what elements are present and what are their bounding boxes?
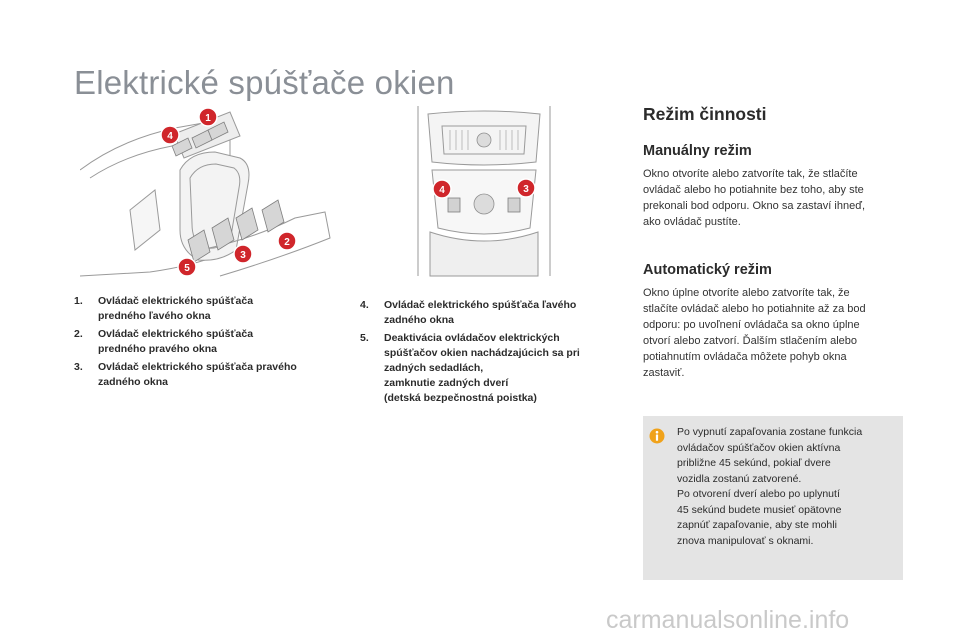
info-text: Po vypnutí zapaľovania zostane funkcia ovládačov spúšťačov okien aktívna približne 45 sekúnd, pokiaľ dvere vozidla zostanú zatvorené. Po otvorení dverí alebo po uplynutí 45 sekúnd budete musieť opätovne zapnúť zapaľovanie, aby ste mohli znova manipulovať s oknami. [677,426,863,547]
callout-4-rear [433,180,451,198]
legend-middle [360,298,622,409]
rear-console-illustration [360,100,605,280]
svg-text:4: 4 [167,131,173,142]
callout-3-rear [517,179,535,197]
svg-text:4: 4 [439,185,445,196]
legend-item [360,331,622,406]
info-box [643,416,903,580]
legend-text: Ovládač elektrického spúšťača predného pravého okna [98,328,254,355]
svg-text:3: 3 [240,250,246,261]
legend-left [74,294,344,393]
watermark: carmanualsonline.info [606,606,850,634]
svg-text:5: 5 [184,263,190,274]
info-icon [649,428,665,444]
legend-number: 5. [360,332,369,344]
legend-item [74,327,344,357]
door-switches-illustration [80,100,340,280]
callout-1 [199,108,217,126]
section-title: Režim činnosti [643,104,767,124]
legend-text: Ovládač elektrického spúšťača pravého zadného okna [98,361,297,388]
legend-number: 3. [74,361,83,373]
svg-text:3: 3 [523,184,529,195]
callout-2 [278,232,296,250]
legend-number: 4. [360,299,369,311]
callout-3 [234,245,252,263]
manual-mode-text: Okno otvoríte alebo zatvoríte tak, že stlačíte ovládač alebo ho potiahnite bez toho, aby ste prekonali bod odporu. Okno sa zastaví ihneď, ako ovládač pustíte. [643,168,866,228]
page-title: Elektrické spúšťače okien [74,64,455,101]
svg-text:1: 1 [205,113,211,124]
legend-number: 1. [74,295,83,307]
legend-number: 2. [74,328,83,340]
auto-mode-text: Okno úplne otvoríte alebo zatvoríte tak, že stlačíte ovládač alebo ho potiahnite až za bod odporu: po uvoľnení ovládača sa okno úplne otvorí alebo zatvorí. Ďalším stlačením alebo potiahnutím ovládača môžete pohyb okna zastaviť. [643,287,866,379]
legend-text: Ovládač elektrického spúšťača predného ľavého okna [98,295,254,322]
legend-item [74,294,344,324]
legend-text: Ovládač elektrického spúšťača ľavého zadného okna [384,299,577,326]
legend-text: Deaktivácia ovládačov elektrických spúšťačov okien nachádzajúcich sa pri zadných sedadlách, zamknutie zadných dverí (detská bezpečnostná poistka) [384,332,580,404]
manual-mode-title: Manuálny režim [643,143,752,159]
callout-4 [161,126,179,144]
auto-mode-title: Automatický režim [643,262,772,278]
callout-5 [178,258,196,276]
svg-text:2: 2 [284,237,290,248]
legend-item [74,360,344,390]
legend-item [360,298,622,328]
